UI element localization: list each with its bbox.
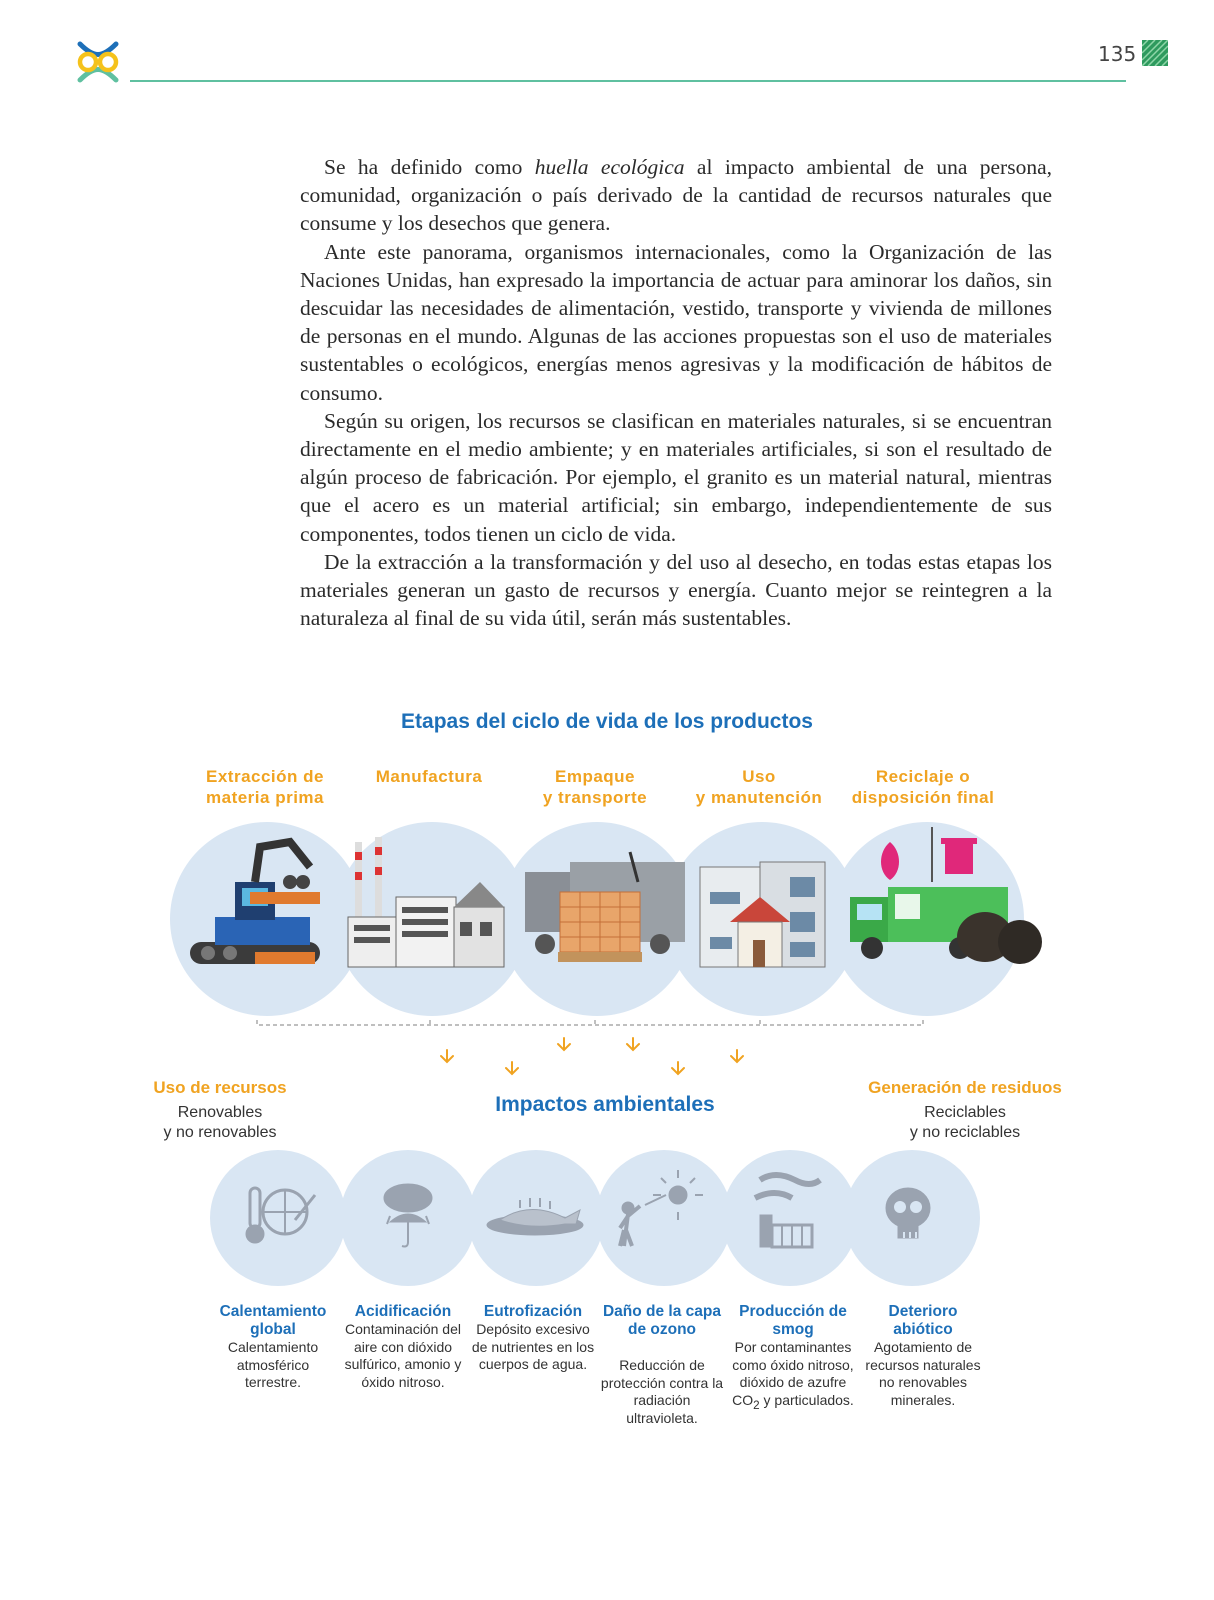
paragraph: De la extracción a la transformación y del uso al desecho, en todas estas etapas los materiales generan un gasto de recursos y energía. Cuanto mejor se reintegren a la naturaleza al final de su vida útil, serán más sustentables. (300, 549, 1052, 631)
impact-icons (200, 1150, 1000, 1290)
smog-factory-icon (755, 1175, 820, 1247)
impact-title-eutrophication: Eutrofización (483, 1303, 583, 1320)
acid-rain-icon (384, 1184, 432, 1247)
buildings-icon (700, 862, 825, 967)
connector-lines (250, 1020, 950, 1140)
excavator-icon (190, 842, 320, 964)
body-text (300, 153, 1052, 632)
impacts-title: Impactos ambientales (495, 1093, 715, 1116)
impact-title-abiotic: Deterioro abiótico (888, 1303, 958, 1338)
page-corner-mark-icon (1142, 40, 1168, 66)
thermometer-globe-icon (246, 1188, 315, 1243)
impact-title-ozone: Daño de la capa de ozono (602, 1303, 721, 1338)
impact-title-global-warming: Calentamiento global (219, 1303, 327, 1338)
stage-illustrations (160, 822, 1060, 1022)
paragraph: Según su origen, los recursos se clasifican en materiales naturales, si se encuentran directamente en el medio ambiente; y en materiales artificiales, si son el resultado de algún proceso de fabricación. Por ejemplo, el granito es un material natural, mientras que el acero es un material artificial; sin embargo, independientemente de sus componentes, todos tienen un ciclo de vida. (300, 408, 1052, 546)
stage-label-extraction: Extracción de materia prima (206, 767, 324, 807)
impact-desc-global-warming: Calentamiento atmosférico terrestre. (227, 1339, 319, 1390)
truck-pallet-icon (525, 852, 685, 962)
skull-icon (886, 1188, 930, 1238)
impact-title-smog: Producción de smog (739, 1303, 847, 1338)
diagram-title: Etapas del ciclo de vida de los productos (401, 710, 813, 733)
impact-desc-smog: Por contaminantes como óxido nitroso, dióxido de azufre $CO_2$ y particulados. (732, 1339, 854, 1412)
waste-generation-text: Reciclables y no reciclables (909, 1104, 1021, 1141)
impact-desc-ozone: Reducción de protección contra la radiación ultravioleta. (600, 1357, 724, 1426)
stage-label-recycling: Reciclaje o disposición final (851, 767, 995, 807)
logo-icon (74, 38, 122, 86)
stage-label-use: Uso y manutención (695, 767, 823, 807)
impact-desc-acidification: Contaminación del aire con dióxido sulfúrico, amonio y óxido nitroso. (344, 1321, 462, 1390)
emphasis-term: huella ecológica (534, 155, 685, 179)
impact-desc-abiotic: Agotamiento de recursos naturales no renovables minerales. (865, 1339, 981, 1408)
stage-label-packaging: Empaque y transporte (542, 767, 648, 807)
page-number: 135 (1098, 42, 1137, 66)
impact-title-acidification: Acidificación (354, 1303, 452, 1320)
resource-use-title: Uso de recursos (153, 1078, 287, 1097)
impact-desc-eutrophication: Depósito excesivo de nutrientes en los cuerpos de agua. (471, 1321, 595, 1372)
factory-icon (348, 837, 504, 967)
paragraph: Ante este panorama, organismos internacionales, como la Organización de las Naciones Unidas, han expresado la importancia de actuar para aminorar los daños, sin descuidar las necesidades de alimentación, vestido, transporte y vivienda de millones de personas en el mundo. Algunas de las acciones propuestas son el uso de materiales sustentables o ecológicos, energías menos agresivas y la modificación de hábitos de consumo. (300, 239, 1052, 405)
dead-fish-icon (487, 1198, 583, 1235)
stage-label-manufacture: Manufactura (375, 767, 483, 786)
resource-use-text: Renovables y no renovables (163, 1104, 277, 1141)
sun-radiation-icon (620, 1170, 703, 1246)
waste-generation-title: Generación de residuos (868, 1078, 1062, 1097)
garbage-truck-icon (850, 827, 1042, 964)
paragraph: Se ha definido como huella ecológica al impacto ambiental de una persona, comunidad, organización o país derivado de la cantidad de recursos naturales que consume y los desechos que genera. (300, 155, 1052, 236)
header-rule (130, 80, 1126, 82)
